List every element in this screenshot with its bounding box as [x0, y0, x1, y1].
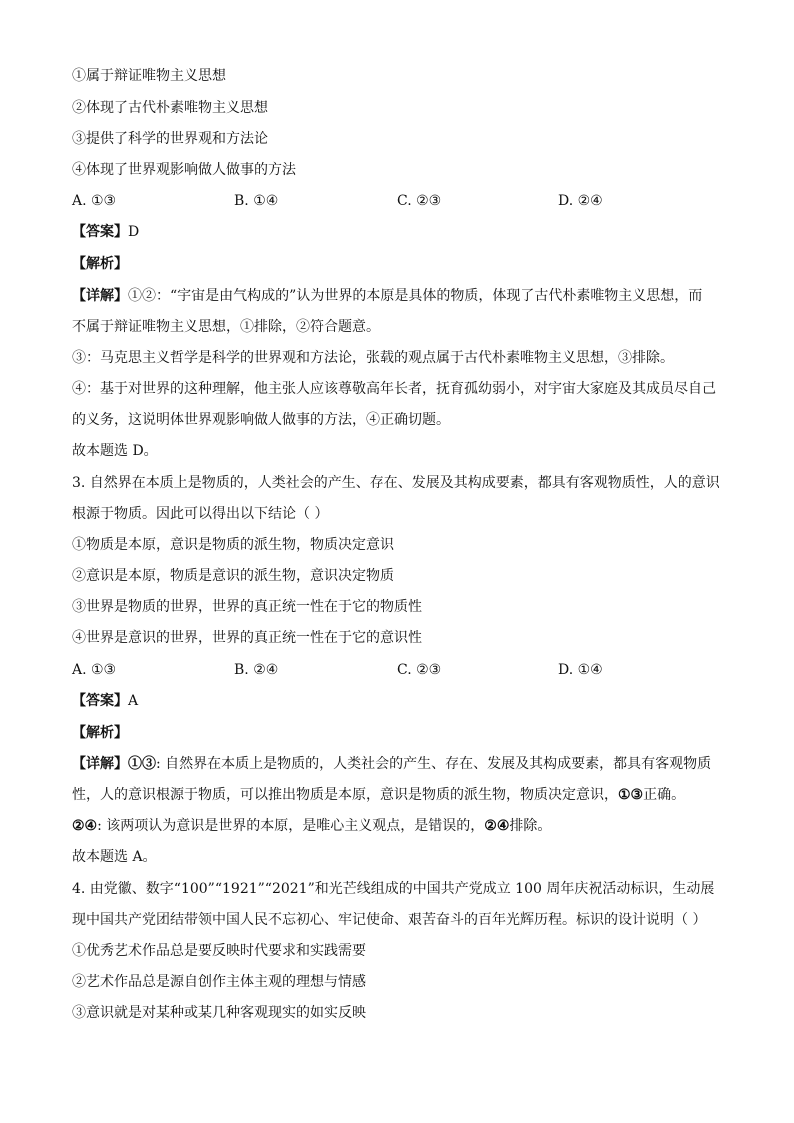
analysis-tag: [72, 256, 128, 272]
q3-detail-tag: 【详解】: [72, 756, 128, 772]
q3-option-d: D. ①④: [558, 662, 603, 678]
q3-detail-1-line2-text: 性，人的意识根源于物质，可以推出物质是本原，意识是物质的派生物，物质决定意识，: [72, 787, 618, 803]
q3-statement-4: ④世界是意识的世界，世界的真正统一性在于它的意识性: [72, 630, 422, 646]
q4-statement-2: ②艺术作品总是源自创作主体主观的理想与情感: [72, 974, 366, 990]
answer-value: D: [128, 224, 140, 240]
q3-statement-1: ①物质是本原，意识是物质的派生物，物质决定意识: [72, 537, 394, 553]
q3-option-a: A. ①③: [72, 662, 117, 678]
q3-answer-options: [72, 662, 732, 678]
statement-2: ②体现了古代朴素唯物主义思想: [72, 100, 268, 116]
option-d: D. ②④: [558, 193, 603, 209]
q3-answer-line: [72, 693, 138, 709]
q3-detail-line-3: [72, 818, 551, 834]
detail-line-3: ③：马克思主义哲学是科学的世界观和方法论，张载的观点属于古代朴素唯物主义思想，③排除。: [72, 350, 674, 366]
conclusion: 故本题选 D。: [72, 443, 158, 459]
answer-tag: 【答案】: [72, 224, 128, 240]
answer-line: [72, 224, 139, 240]
q3-stem-line-2: 根源于物质。因此可以得出以下结论（ ）: [72, 506, 329, 522]
q3-detail-1-line2-strong: ①③: [618, 787, 644, 803]
q4-statement-3: ③意识就是对某种或某几种客观现实的如实反映: [72, 1005, 366, 1021]
q3-detail-2-text: : 该两项认为意识是世界的本原，是唯心主义观点，是错误的，: [97, 818, 485, 834]
q3-detail-line-1: [72, 756, 711, 772]
q3-detail-line-2: [72, 787, 685, 803]
detail-line-4: ④：基于对世界的这种理解，他主张人应该尊敬高年长者，抚育孤幼弱小，对宇宙大家庭及其成员尽自己: [72, 381, 716, 397]
q3-analysis-tag: [72, 725, 128, 741]
detail-tag: 【详解】: [72, 288, 128, 304]
option-c: C. ②③: [397, 193, 442, 209]
q4-stem-line-2: 现中国共产党团结带领中国人民不忘初心、牢记使命、艰苦奋斗的百年光辉历程。标识的设计说明（ ）: [72, 912, 707, 928]
answer-options: [72, 193, 732, 209]
detail-line-5: 的义务，这说明体世界观影响做人做事的方法，④正确切题。: [72, 412, 450, 428]
q3-conclusion: 故本题选 A。: [72, 849, 157, 865]
q3-detail-2-strong: ②④: [484, 818, 510, 834]
q3-answer-tag: 【答案】: [72, 693, 128, 709]
q3-detail-1-line2-end: 正确。: [643, 787, 686, 803]
q3-answer-value: A: [128, 693, 139, 709]
statement-3: ③提供了科学的世界观和方法论: [72, 131, 268, 147]
q3-statement-3: ③世界是物质的世界，世界的真正统一性在于它的物质性: [72, 599, 422, 615]
detail-text: ①②：“宇宙是由气构成的”认为世界的本原是具体的物质，体现了古代朴素唯物主义思想，而: [128, 288, 703, 304]
q3-detail-1-prefix: ①③: [128, 756, 156, 772]
detail-line-2: 不属于辩证唯物主义思想，①排除，②符合题意。: [72, 319, 380, 335]
q3-detail-1-text: : 自然界在本质上是物质的，人类社会的产生、存在、发展及其构成要素，都具有客观物质: [156, 756, 712, 772]
statement-4: ④体现了世界观影响做人做事的方法: [72, 162, 296, 178]
q4-statement-1: ①优秀艺术作品总是要反映时代要求和实践需要: [72, 943, 366, 959]
option-a: A. ①③: [72, 193, 117, 209]
q3-option-b: B. ②④: [234, 662, 279, 678]
q3-detail-2-end: 排除。: [509, 818, 552, 834]
analysis-label: 【解析】: [72, 256, 128, 272]
q3-detail-2-prefix: ②④: [72, 818, 98, 834]
q3-analysis-label: 【解析】: [72, 725, 128, 741]
q4-stem-line-1: 4. 由党徽、数字“100”“1921”“2021”和光芒线组成的中国共产党成立 100 周年庆祝活动标识，生动展: [72, 881, 715, 897]
q3-stem-line-1: 3. 自然界在本质上是物质的，人类社会的产生、存在、发展及其构成要素，都具有客观物质性，人的意识: [72, 475, 720, 491]
q3-option-c: C. ②③: [397, 662, 442, 678]
detail-line-1: [72, 288, 702, 304]
option-b: B. ①④: [234, 193, 279, 209]
statement-1: ①属于辩证唯物主义思想: [72, 68, 226, 84]
q3-statement-2: ②意识是本原，物质是意识的派生物，意识决定物质: [72, 568, 394, 584]
